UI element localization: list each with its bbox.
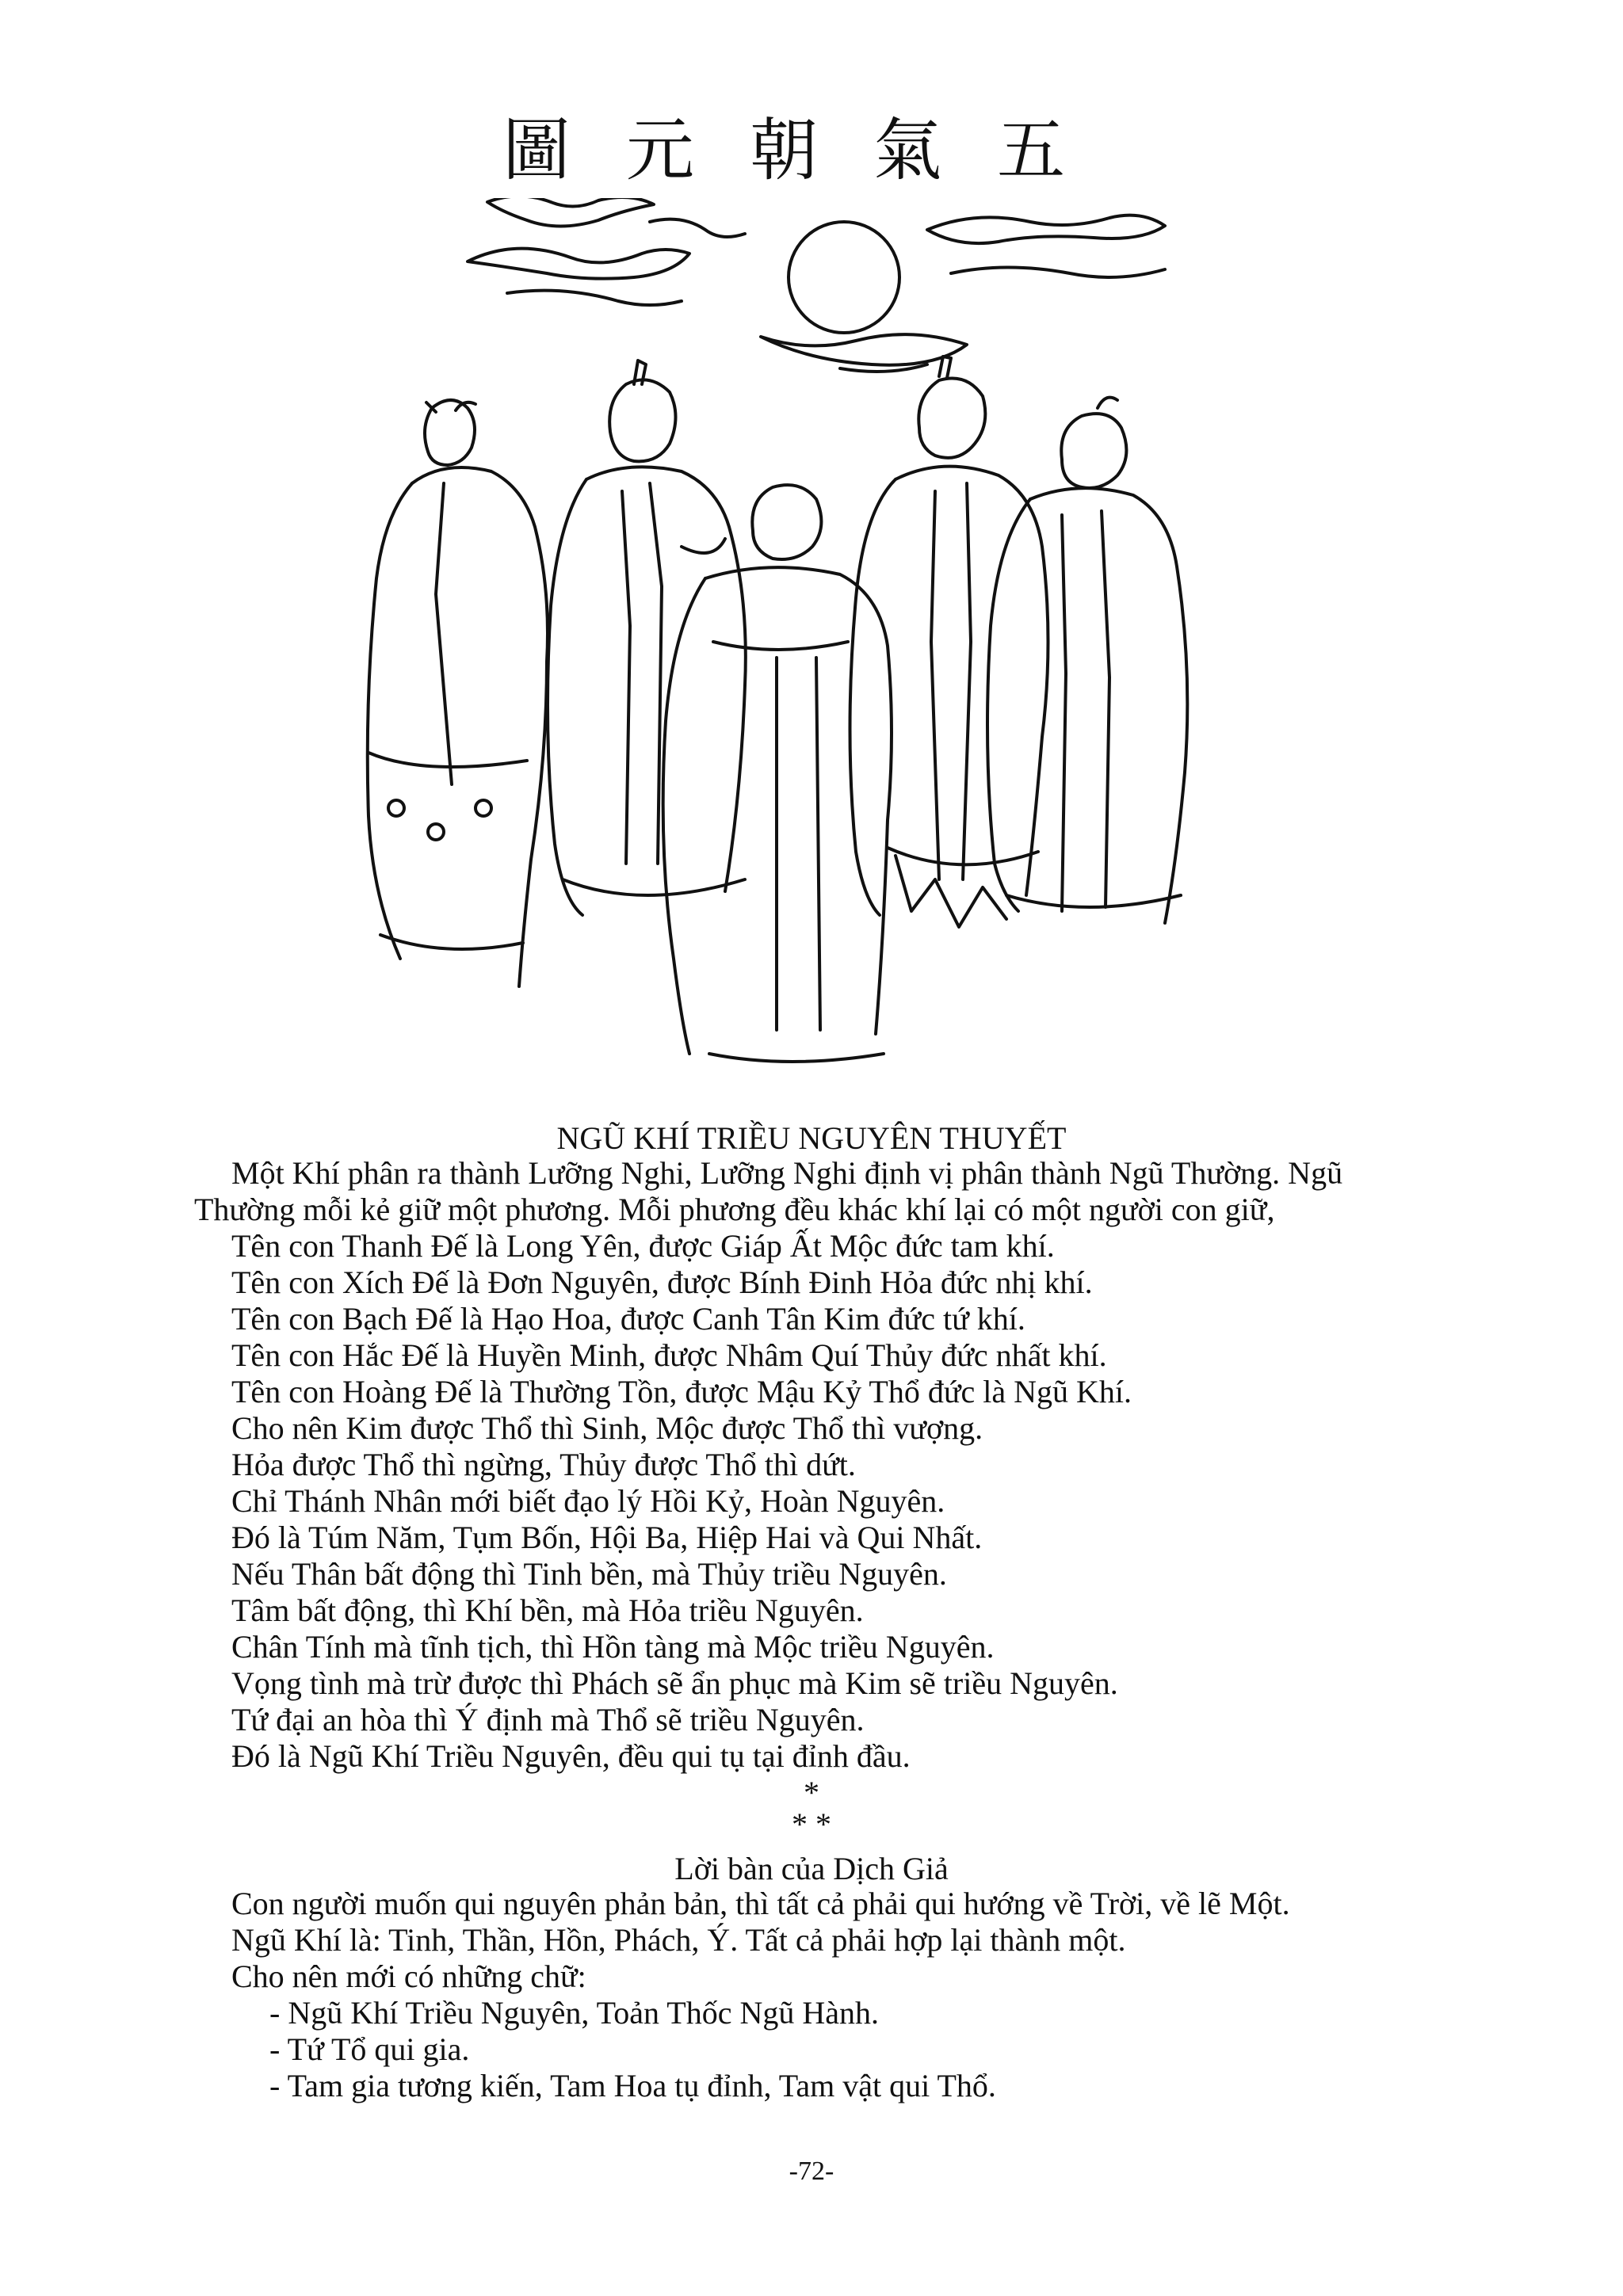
five-figures-illustration [349,198,1284,1070]
illustration-title [0,103,1623,198]
text-line: Tứ đại an hòa thì Ý định mà Thổ sẽ triều Nguyên. [231,1702,865,1737]
title-glyph: 元 [626,111,750,190]
intro-line: Một Khí phân ra thành Lưỡng Nghi, Lưỡng Nghi định vị phân thành Ngũ Thường. Ngũ [231,1155,1343,1191]
section-heading: NGŨ KHÍ TRIỀU NGUYÊN THUYẾT [556,1120,1067,1156]
bullet-line: - Tứ Tổ qui gia. [269,2031,470,2067]
text-line: Tên con Xích Đế là Đơn Nguyên, được Bính Đinh Hỏa đức nhị khí. [231,1264,1093,1300]
text-line: Vọng tình mà trừ được thì Phách sẽ ẩn phục mà Kim sẽ triều Nguyên. [231,1665,1118,1701]
separator-star: * [804,1775,819,1810]
intro-line: Thường mỗi kẻ giữ một phương. Mỗi phương đều khác khí lại có một người con giữ, [194,1192,1275,1227]
bullet-line: - Ngũ Khí Triều Nguyên, Toản Thốc Ngũ Hành. [269,1995,880,2031]
text-line: Chỉ Thánh Nhân mới biết đạo lý Hồi Kỷ, Hoàn Nguyên. [231,1483,945,1519]
text-line: Hỏa được Thổ thì ngừng, Thủy được Thổ thì dứt. [231,1447,856,1482]
title-glyph: 朝 [750,111,873,190]
text-line: Đó là Ngũ Khí Triều Nguyên, đều qui tụ tại đỉnh đầu. [231,1738,911,1774]
text-line: Tên con Hắc Đế là Huyền Minh, được Nhâm Quí Thủy đức nhất khí. [231,1337,1107,1373]
text-line: Tên con Thanh Đế là Long Yên, được Giáp Ất Mộc đức tam khí. [231,1228,1055,1264]
text-line: Đó là Túm Năm, Tụm Bốn, Hội Ba, Hiệp Hai và Qui Nhất. [231,1520,983,1555]
page-number: -72- [789,2157,834,2186]
title-glyph: 圖 [502,111,626,190]
separator-stars: * * [792,1806,831,1842]
section-heading: Lời bàn của Dịch Giả [674,1851,949,1886]
text-line: Chân Tính mà tĩnh tịch, thì Hồn tàng mà Mộc triều Nguyên. [231,1629,995,1665]
text-line: Tên con Hoàng Đế là Thường Tồn, được Mậu Kỷ Thổ đức là Ngũ Khí. [231,1374,1132,1409]
figure-center-drawing [663,485,892,1062]
title-glyph: 五 [997,111,1121,190]
figure-second-drawing [548,360,746,915]
text-line: Cho nên Kim được Thổ thì Sinh, Mộc được Thổ thì vượng. [231,1410,983,1446]
moon-drawing [789,222,899,333]
text-line: Con người muốn qui nguyên phản bản, thì tất cả phải qui hướng về Trời, về lẽ Một. [231,1886,1290,1921]
text-line: Tên con Bạch Đế là Hạo Hoa, được Canh Tân Kim đức tứ khí. [231,1301,1025,1337]
bullet-line: - Tam gia tương kiến, Tam Hoa tụ đỉnh, Tam vật qui Thổ. [269,2068,996,2103]
clouds-drawing [468,198,1165,372]
text-line: Ngũ Khí là: Tinh, Thần, Hồn, Phách, Ý. Tất cả phải hợp lại thành một. [231,1922,1126,1958]
text-line: Cho nên mới có những chữ: [231,1958,586,1994]
figure-right-drawing [987,398,1187,923]
figure-fourth-drawing [850,357,1048,927]
text-line: Nếu Thân bất động thì Tinh bền, mà Thủy triều Nguyên. [231,1556,947,1592]
figure-left-drawing [368,400,548,986]
title-glyph: 氣 [873,111,997,190]
text-line: Tâm bất động, thì Khí bền, mà Hỏa triều Nguyên. [231,1592,864,1628]
